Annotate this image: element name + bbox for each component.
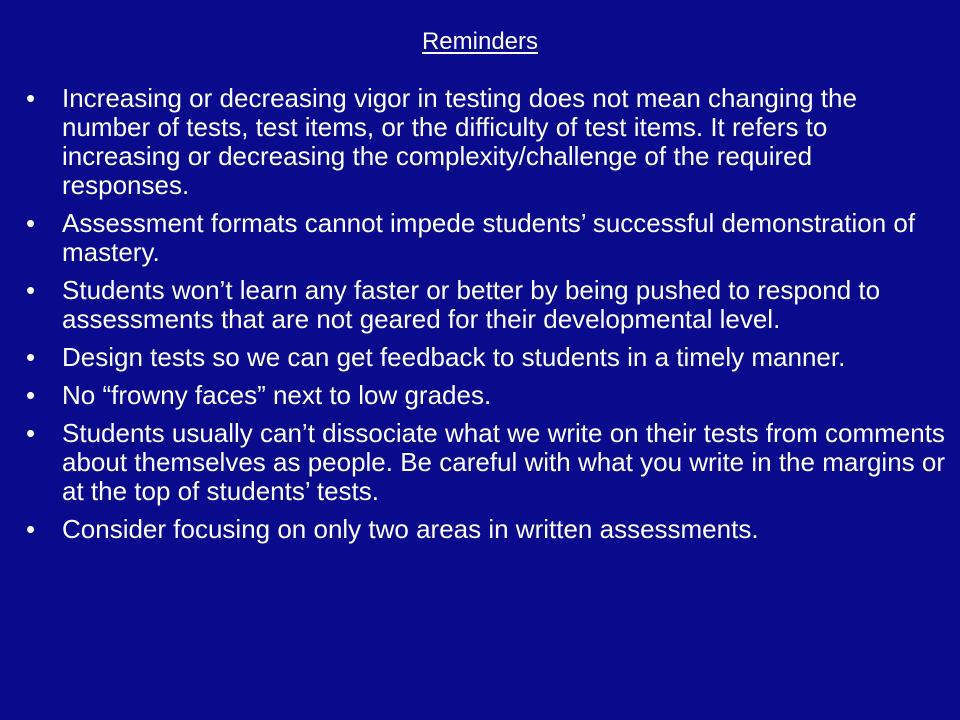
bullet-point: •: [26, 208, 36, 238]
bullet-item: [26, 515, 946, 544]
bullet-text: Design tests so we can get feedback to students in a timely manner.: [62, 342, 846, 372]
bullet-item: [26, 419, 946, 506]
bullet-text: Students usually can’t dissociate what we write on their tests from comments about themselves as people. Be careful with what you write in the margins or at the top of students’ tests.: [62, 418, 946, 506]
bullet-point: •: [26, 275, 36, 305]
slide-title: Reminders: [421, 28, 539, 55]
bullet-item: [26, 343, 946, 372]
bullet-text: Consider focusing on only two areas in written assessments.: [62, 514, 759, 544]
bullet-text: Assessment formats cannot impede students’ successful demonstration of mastery.: [62, 208, 916, 267]
bullet-text: Increasing or decreasing vigor in testing does not mean changing the number of tests, test items, or the difficulty of test items. It refers to increasing or decreasing the complexity/challenge of the required responses.: [62, 83, 857, 200]
bullet-item: [26, 381, 946, 410]
bullet-item: [26, 84, 946, 200]
bullet-text: Students won’t learn any faster or better by being pushed to respond to assessments that are not geared for their developmental level.: [62, 275, 881, 334]
bullet-text: No “frowny faces” next to low grades.: [62, 380, 492, 410]
bullet-item: [26, 276, 946, 334]
bullet-item: [26, 209, 946, 267]
bullet-point: •: [26, 380, 36, 410]
bullet-list: [26, 84, 946, 553]
bullet-point: •: [26, 418, 36, 448]
bullet-point: •: [26, 514, 36, 544]
bullet-point: •: [26, 83, 36, 113]
bullet-point: •: [26, 342, 36, 372]
